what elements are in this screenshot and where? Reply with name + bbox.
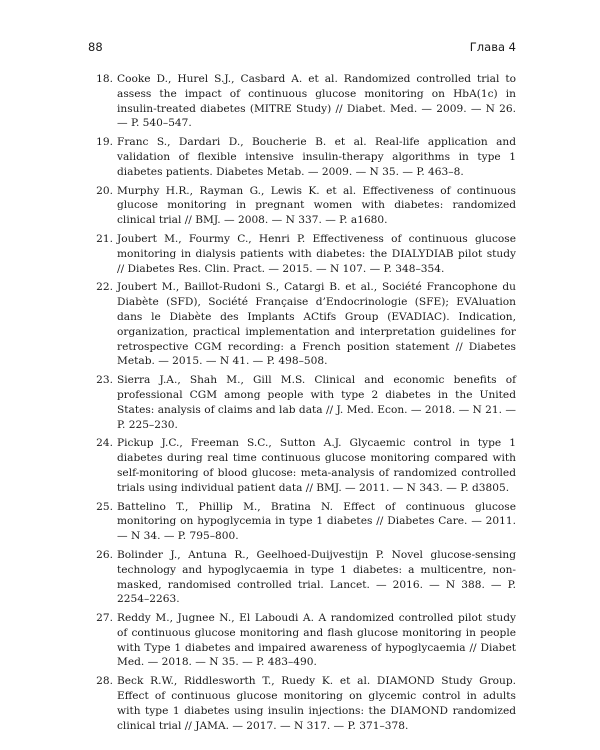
running-header [88,40,516,58]
reference-text: Joubert M., Fourmy C., Henri P. Effectiveness of continuous glucose monitoring in dialysis patients with diabetes: the DIALYDIAB pilot study // Diabetes Res. Clin. Pract. — 2015. — N 107. — P. 348–354. [117,232,516,275]
reference-number: 23. [96,374,113,387]
reference-item [96,500,516,544]
reference-text: Cooke D., Hurel S.J., Casbard A. et al. Randomized controlled trial to assess the impact of continuous glucose monitoring on HbA(1c) in insulin-treated diabetes (MITRE Study) // Diabet. Med. — 2009. — N 26. — P. 540–547. [117,73,516,130]
reference-number: 18. [96,73,113,85]
reference-number: 28. [96,675,113,688]
reference-item [96,548,516,607]
reference-list [96,72,516,737]
reference-number: 25. [96,500,113,513]
reference-text: Beck R.W., Riddlesworth T., Ruedy K. et al. DIAMOND Study Group. Effect of continuous glucose monitoring on glycemic control in adults with type 1 diabetes using insulin injections: the DIAMOND randomized clinical trial // JAMA. — 2017. — N 317. — P. 371–378. [117,675,516,732]
reference-number: 24. [96,437,113,450]
reference-item [96,72,516,131]
page-number: 88 [88,40,103,54]
reference-number: 19. [96,136,113,149]
reference-text: Reddy M., Jugnee N., El Laboudi A. A randomized controlled pilot study of continuous glucose monitoring and flash glucose monitoring in people with Type 1 diabetes and impaired awareness of hypoglycaemia // Diabet Med. — 2018. — N 35. — P. 483–490. [117,612,516,669]
reference-item [96,280,516,369]
reference-text: Sierra J.A., Shah M., Gill M.S. Clinical and economic benefits of professional CGM among people with type 2 diabetes in the United States: analysis of claims and lab data // J. Med. Econ. — 2018. — N 21. — P. 225–230. [117,374,516,431]
reference-item [96,436,516,495]
reference-number: 27. [96,612,113,625]
reference-item [96,373,516,432]
reference-text: Franc S., Dardari D., Boucherie B. et al. Real-life application and validation of flexible intensive insulin-therapy algorithms in type 1 diabetes patients. Diabetes Metab. — 2009. — N 35. — P. 463–8. [117,136,516,178]
reference-text: Murphy H.R., Rayman G., Lewis K. et al. Effectiveness of continuous glucose monitoring in pregnant women with diabetes: randomized clinical trial // BMJ. — 2008. — N 337. — P. a1680. [117,184,516,227]
reference-item [96,674,516,733]
reference-item [96,232,516,276]
reference-item [96,611,516,670]
chapter-title: Глава 4 [469,40,516,54]
reference-item [96,184,516,228]
reference-text: Bolinder J., Antuna R., Geelhoed-Duijvestijn P. Novel glucose-sensing technology and hypoglycaemia in type 1 diabetes: a multicentre, non-masked, randomised controlled trial. Lancet. — 2016. — N 388. — P. 2254–2263. [117,548,516,606]
reference-number: 20. [96,184,113,197]
reference-number: 22. [96,281,113,294]
reference-text: Pickup J.C., Freeman S.C., Sutton A.J. Glycaemic control in type 1 diabetes during real time continuous glucose monitoring compared with self-monitoring of blood glucose: meta-analysis of randomized controlled trials using individual patient data // BMJ. — 2011. — N 343. — P. d3805. [117,437,516,494]
reference-item [96,135,516,179]
reference-number: 26. [96,548,113,561]
reference-text: Joubert M., Baillot-Rudoni S., Catargi B. et al., Société Francophone du Diabète (SFD), Société Française d’Endocrinologie (SFE); EVAluation dans le Diabète des Implants ACtifs Group (EVADIAC). Indication, organization, practical implementation and interpretation guidelines for retrospective CGM recording: a French position statement // Diabetes Metab. — 2015. — N 41. — P. 498–508. [117,281,516,368]
reference-text: Battelino T., Phillip M., Bratina N. Effect of continuous glucose monitoring on hypoglycemia in type 1 diabetes // Diabetes Care. — 2011. — N 34. — P. 795–800. [117,500,516,543]
reference-number: 21. [96,232,113,245]
